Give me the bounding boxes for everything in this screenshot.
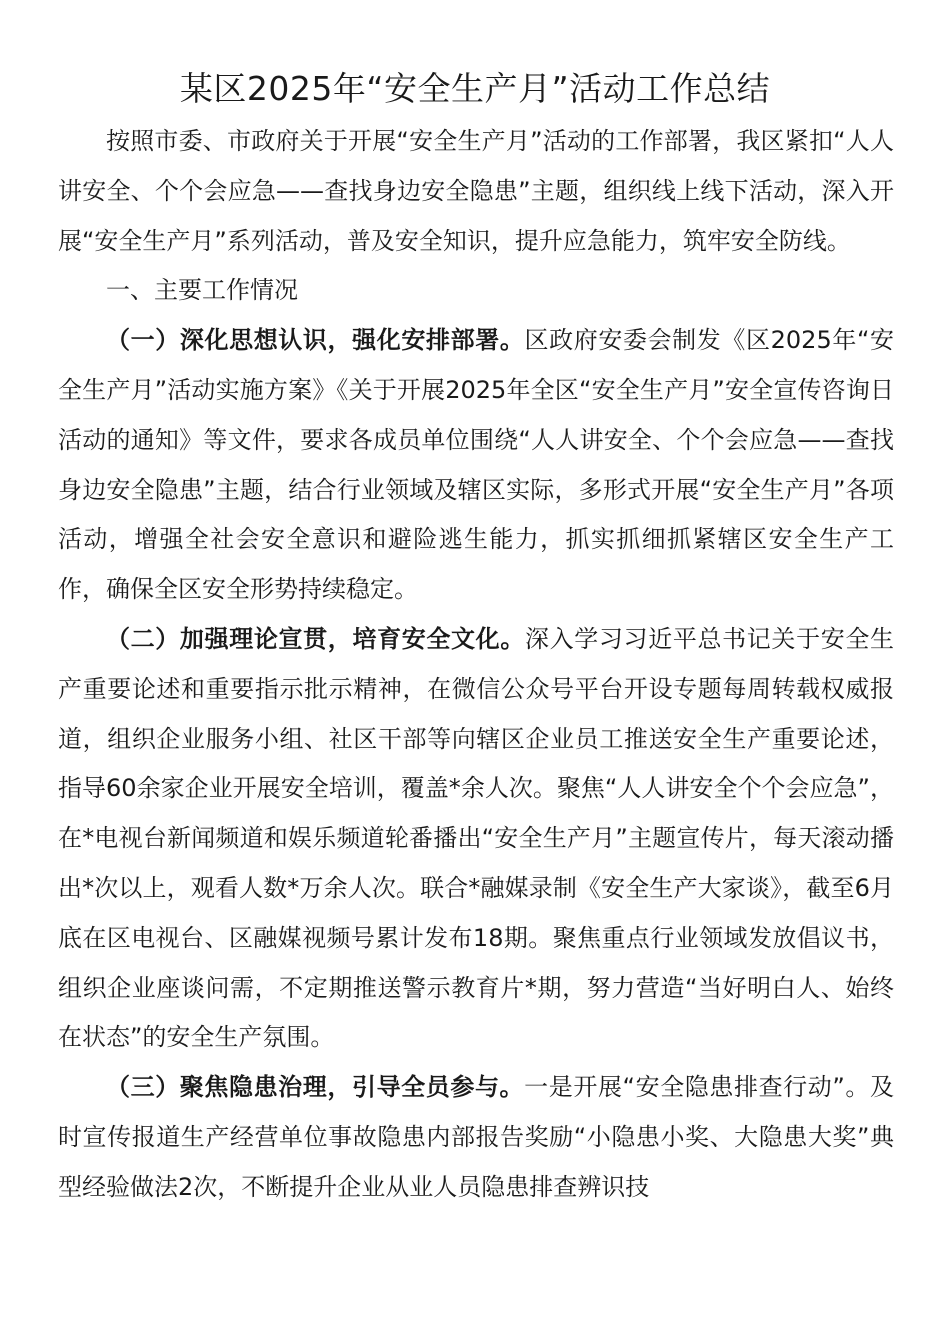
item-heading-3: （三）聚焦隐患治理，引导全员参与。 [106,1073,525,1102]
intro-paragraph: 按照市委、市政府关于开展“安全生产月”活动的工作部署，我区紧扣“人人讲安全、个个会应急——查找身边安全隐患”主题，组织线上线下活动，深入开展“安全生产月”系列活动，普及安全知识，提升应急能力，筑牢安全防线。 [58,127,894,255]
document-title: 某区2025年“安全生产月”活动工作总结 [179,69,771,108]
item-text-2: 深入学习习近平总书记关于安全生产重要论述和重要指示批示精神，在微信公众号平台开设专题每周转载权威报道，组织企业服务小组、社区干部等向辖区企业员工推送安全生产重要论述，指导60余家企业开展安全培训，覆盖*余人次。聚焦“人人讲安全个个会应急”，在*电视台新闻频道和娱乐频道轮番播出“安全生产月”主题宣传片，每天滚动播出*次以上，观看人数*万余人次。联合*融媒录制《安全生产大家谈》，截至6月底在区电视台、区融媒视频号累计发布18期。聚焦重点行业领域发放倡议书，组织企业座谈问需，不定期推送警示教育片*期，努力营造“当好明白人、始终在状态”的安全生产氛围。 [58,624,894,1052]
item-text-3: 一是开展“安全隐患排查行动”。及时宣传报道生产经营单位事故隐患内部报告奖励“小隐患小奖、大隐患大奖”典型经验做法2次，不断提升企业从业人员隐患排查辨识技 [58,1073,895,1201]
section-heading: 一、主要工作情况 [106,276,298,305]
item-heading-1: （一）深化思想认识，强化安排部署。 [106,326,525,355]
item-paragraph-3 [58,1063,894,1212]
item-paragraph-2 [58,615,894,1063]
item-text-1: 区政府安委会制发《区2025年“安全生产月”活动实施方案》《关于开展2025年全区“安全生产月”安全宣传咨询日活动的通知》等文件，要求各成员单位围绕“人人讲安全、个个会应急——查找身边安全隐患”主题，结合行业领域及辖区实际，多形式开展“安全生产月”各项活动，增强全社会安全意识和避险逃生能力，抓实抓细抓紧辖区安全生产工作，确保全区安全形势持续稳定。 [58,326,895,604]
item-paragraph-1 [58,316,894,615]
item-heading-2: （二）加强理论宣贯，培育安全文化。 [106,624,525,653]
document-body [58,117,894,1213]
